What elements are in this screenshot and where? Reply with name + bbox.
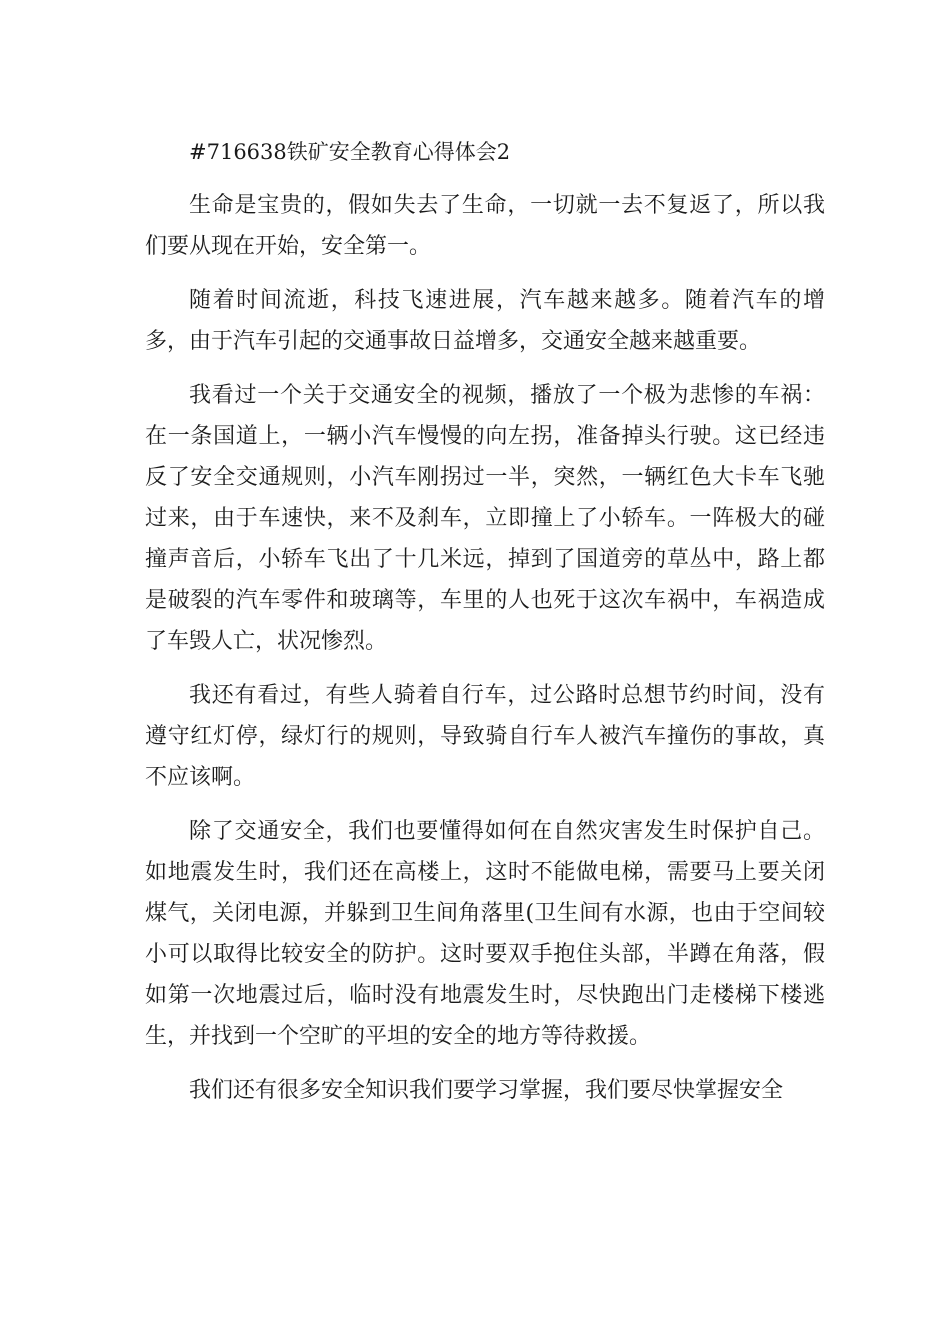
paragraph-3: 我看过一个关于交通安全的视频，播放了一个极为悲惨的车祸：在一条国道上，一辆小汽车慢慢的向左拐，准备掉头行驶。这已经违反了安全交通规则，小汽车刚拐过一半，突然，一辆红色大卡车飞驰过来，由于车速快，来不及刹车，立即撞上了小轿车。一阵极大的碰撞声音后，小轿车飞出了十几米远，掉到了国道旁的草丛中，路上都是破裂的汽车零件和玻璃等，车里的人也死于这次车祸中，车祸造成了车毁人亡，状况惨烈。: [145, 383, 825, 654]
paragraph-2: 随着时间流逝，科技飞速进展，汽车越来越多。随着汽车的增多，由于汽车引起的交通事故日益增多，交通安全越来越重要。: [145, 288, 825, 354]
paragraph-6: 我们还有很多安全知识我们要学习掌握，我们要尽快掌握安全: [189, 1078, 784, 1103]
paragraph-4: 我还有看过，有些人骑着自行车，过公路时总想节约时间，没有遵守红灯停，绿灯行的规则，导致骑自行车人被汽车撞伤的事故，真不应该啊。: [145, 683, 825, 790]
document-title: #716638铁矿安全教育心得体会2: [189, 140, 511, 164]
paragraph-1: 生命是宝贵的，假如失去了生命，一切就一去不复返了，所以我们要从现在开始，安全第一。: [145, 193, 825, 259]
document-body: [145, 132, 825, 1124]
paragraph-5: 除了交通安全，我们也要懂得如何在自然灾害发生时保护自己。如地震发生时，我们还在高楼上，这时不能做电梯，需要马上要关闭煤气，关闭电源，并躲到卫生间角落里(卫生间有水源，也由于空间较小可以取得比较安全的防护。这时要双手抱住头部，半蹲在角落，假如第一次地震过后，临时没有地震发生时，尽快跑出门走楼梯下楼逃生，并找到一个空旷的平坦的安全的地方等待救援。: [145, 819, 825, 1049]
